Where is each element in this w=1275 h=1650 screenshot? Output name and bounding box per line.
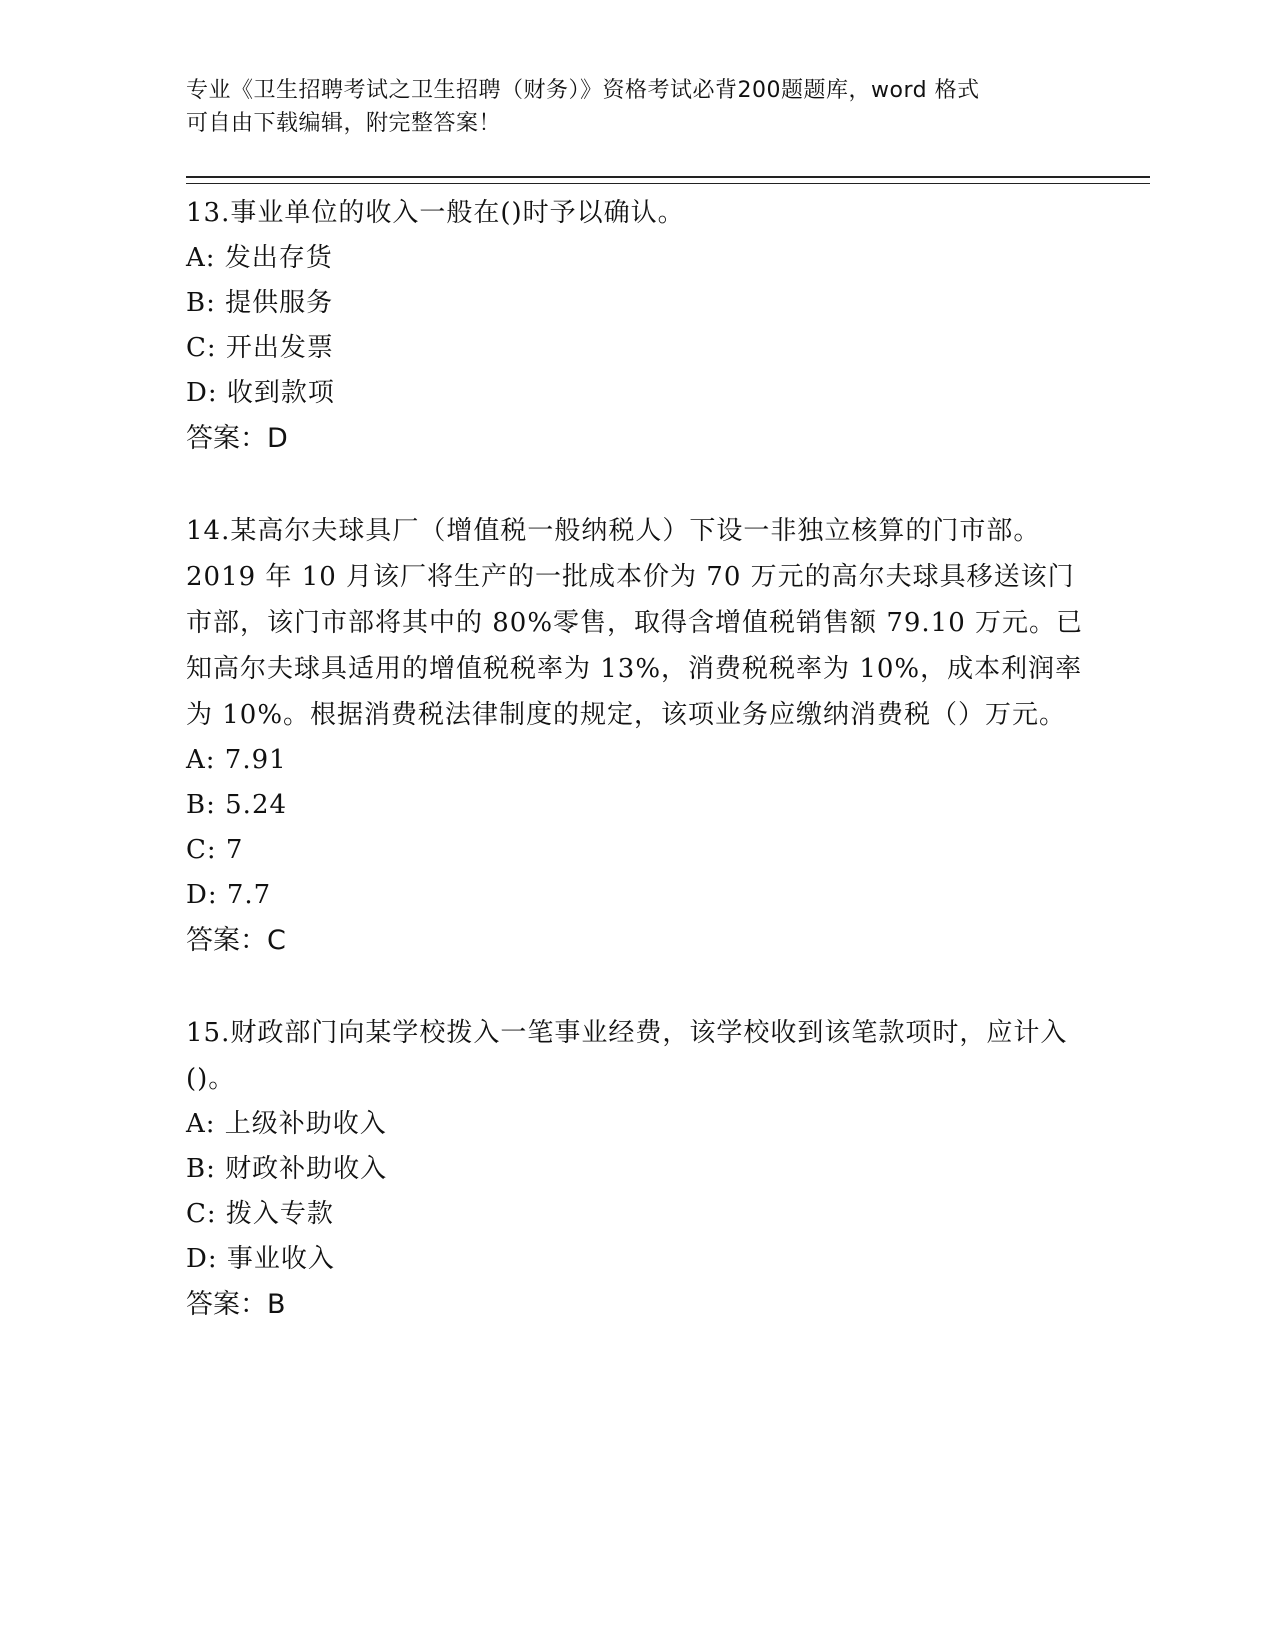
option-d: D: 事业收入 bbox=[186, 1244, 335, 1274]
document-header bbox=[186, 74, 1066, 140]
option-a: A: 7.91 bbox=[186, 745, 287, 775]
question-14 bbox=[186, 508, 1086, 964]
question-list bbox=[186, 190, 1086, 1374]
answer-label: 答案：D bbox=[186, 423, 288, 454]
option-b: B: 财政补助收入 bbox=[186, 1154, 388, 1184]
option-b: B: 提供服务 bbox=[186, 288, 334, 318]
option-a: A: 发出存货 bbox=[186, 243, 333, 273]
question-13 bbox=[186, 190, 1086, 462]
header-line-2: 可自由下载编辑，附完整答案！ bbox=[186, 111, 502, 136]
question-text: 15.财政部门向某学校拨入一笔事业经费，该学校收到该笔款项时，应计入()。 bbox=[186, 1018, 1068, 1094]
option-a: A: 上级补助收入 bbox=[186, 1109, 387, 1139]
option-d: D: 7.7 bbox=[186, 880, 272, 910]
header-divider bbox=[186, 176, 1150, 184]
header-line-1: 专业《卫生招聘考试之卫生招聘（财务）》资格考试必背200题题库，word 格式 bbox=[186, 78, 980, 103]
question-text: 14.某高尔夫球具厂（增值税一般纳税人）下设一非独立核算的门市部。2019 年 10 月该厂将生产的一批成本价为 70 万元的高尔夫球具移送该门市部，该门市部将其中的 80%零售，取得含增值税销售额 79.10 万元。已知高尔夫球具适用的增值税税率为 13%，消费税税率为 10%，成本利润率为 10%。根据消费税法律制度的规定，该项业务应缴纳消费税（）万元。 bbox=[186, 516, 1084, 730]
question-15 bbox=[186, 1010, 1086, 1328]
answer-label: 答案：B bbox=[186, 1289, 286, 1320]
question-text: 13.事业单位的收入一般在()时予以确认。 bbox=[186, 198, 685, 228]
option-c: C: 拨入专款 bbox=[186, 1199, 334, 1229]
option-b: B: 5.24 bbox=[186, 790, 288, 820]
option-c: C: 开出发票 bbox=[186, 333, 334, 363]
answer-label: 答案：C bbox=[186, 925, 286, 956]
option-c: C: 7 bbox=[186, 835, 244, 865]
option-d: D: 收到款项 bbox=[186, 378, 335, 408]
